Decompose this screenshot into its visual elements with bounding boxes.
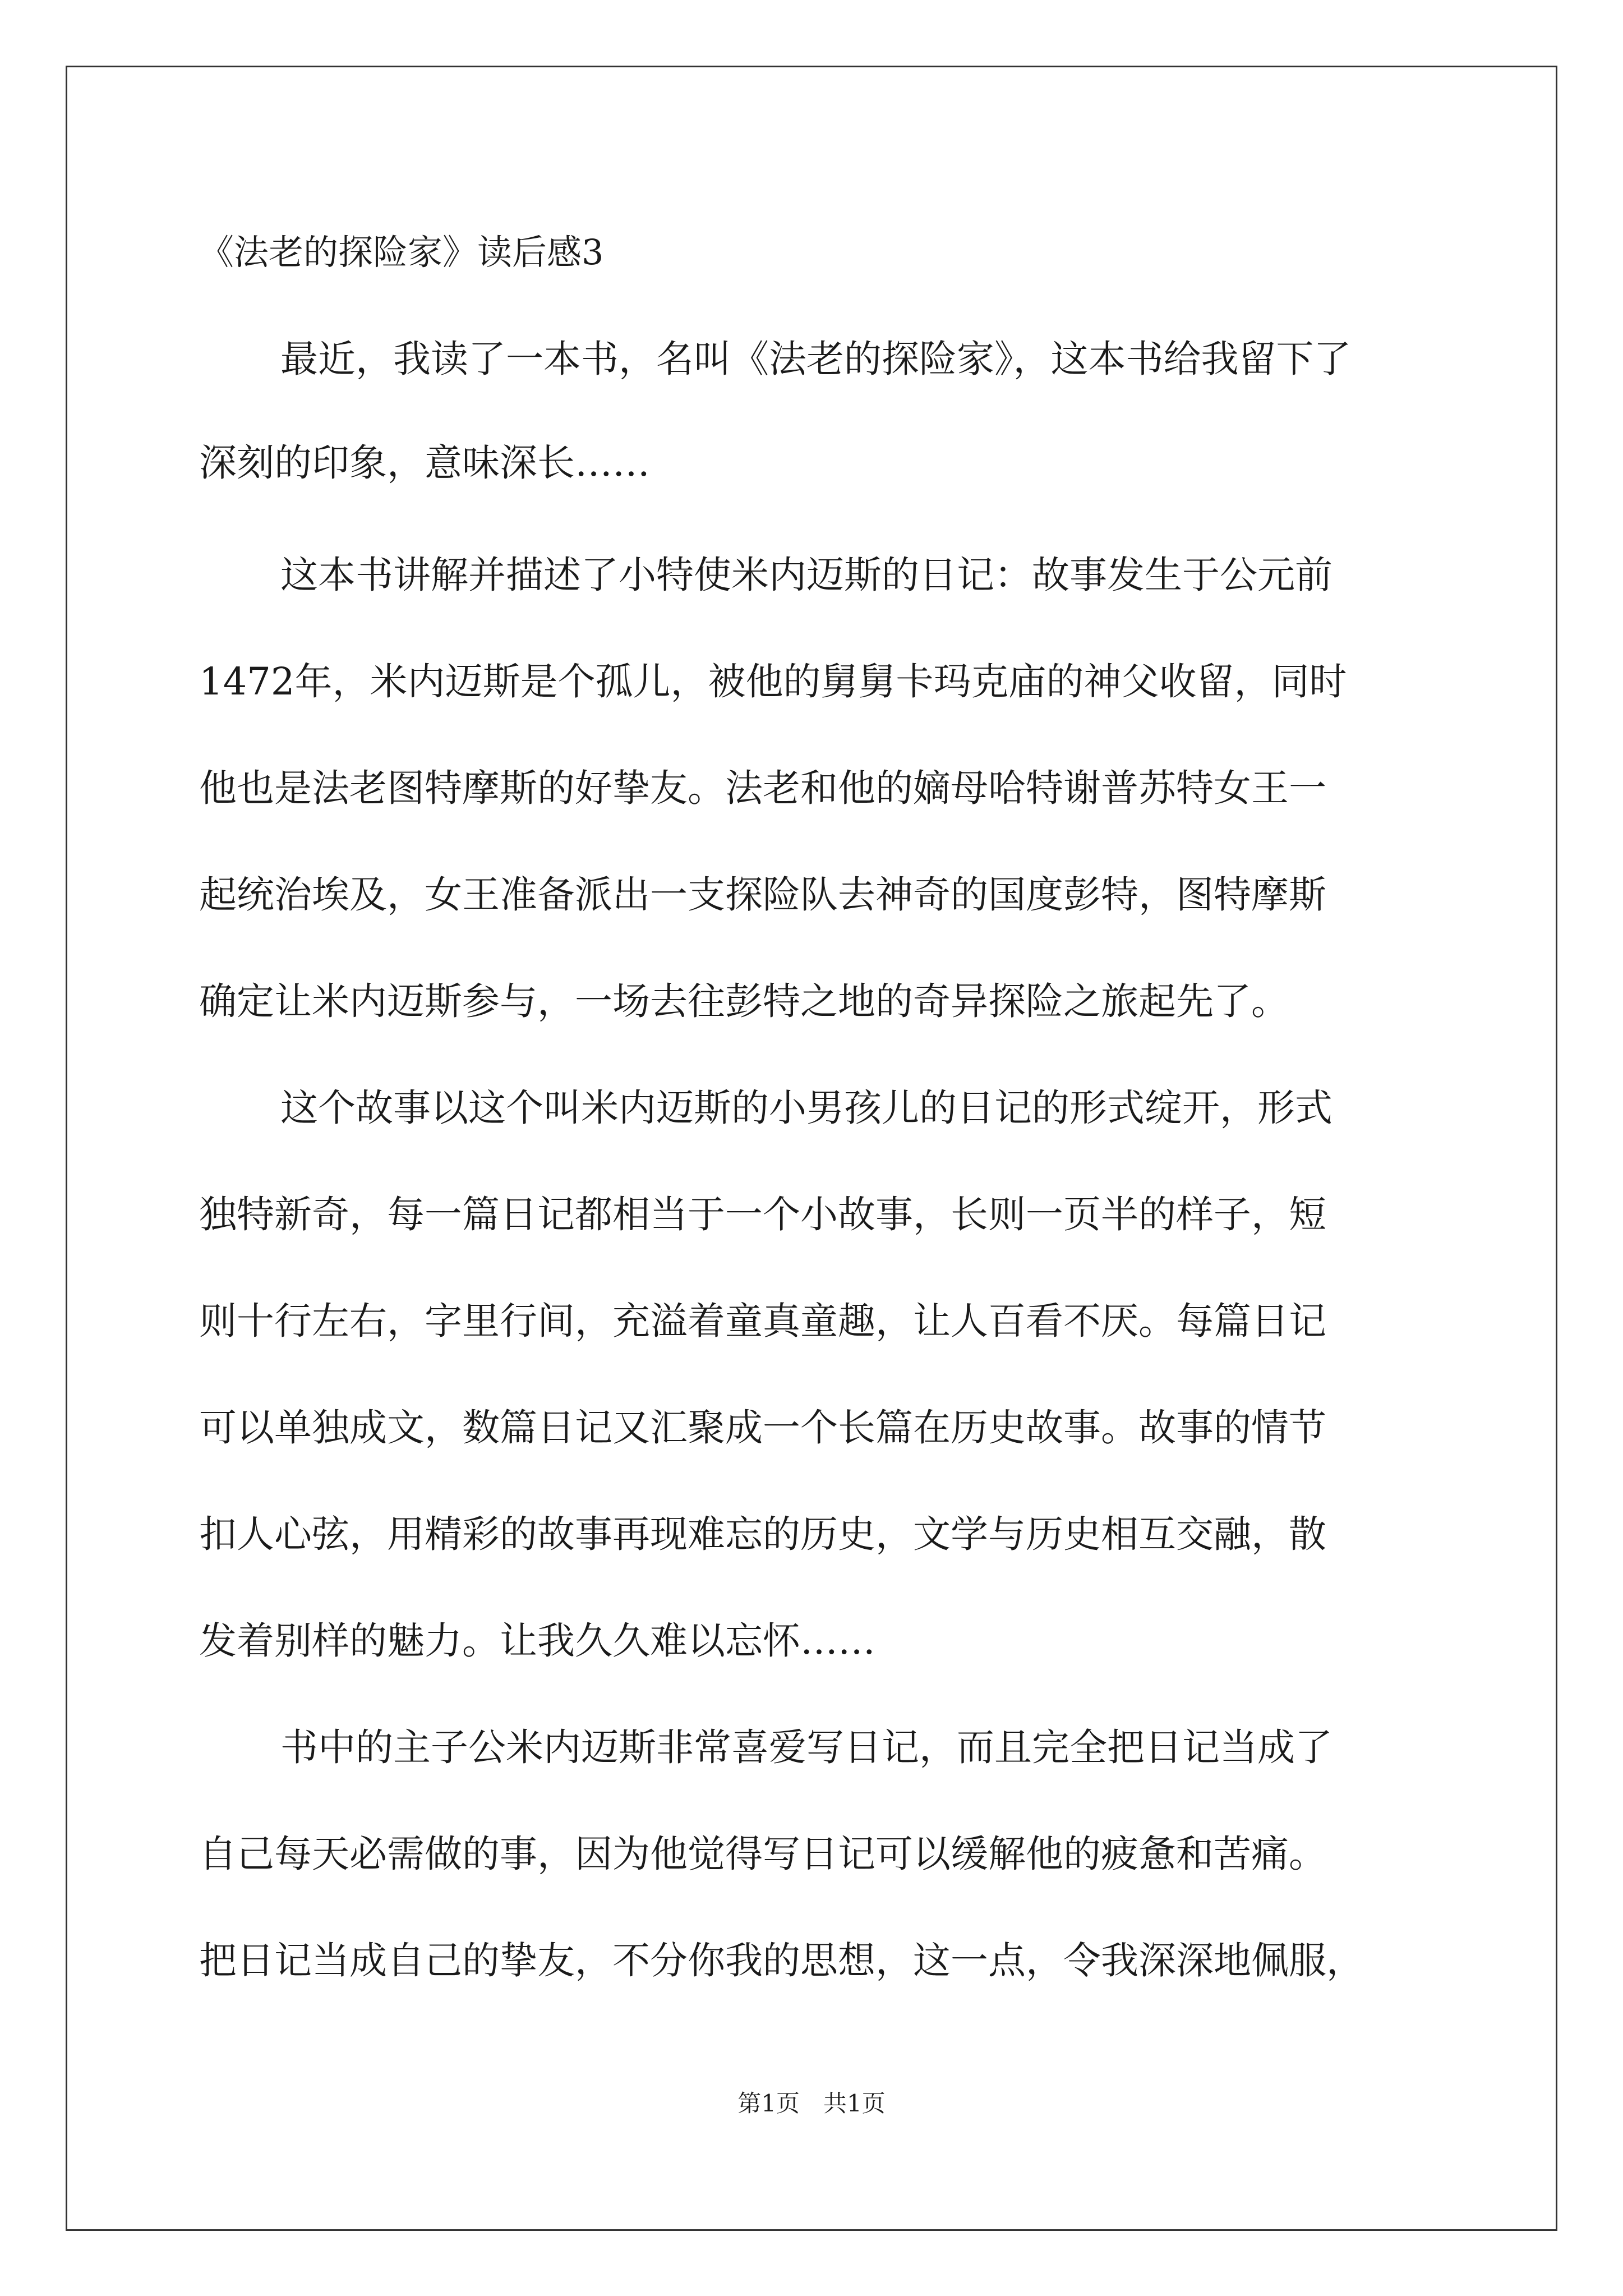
paragraph-line: 独特新奇，每一篇日记都相当于一个小故事，长则一页半的样子，短 — [199, 1193, 1326, 1236]
paragraph-line: 把日记当成自己的挚友，不分你我的思想，这一点，令我深深地佩服， — [199, 1939, 1364, 1982]
paragraph-line: 深刻的印象，意味深长…… — [199, 441, 650, 485]
paragraph-line: 1472年，米内迈斯是个孤儿，被他的舅舅卡玛克庙的神父收留，同时 — [199, 660, 1347, 703]
paragraph-line: 这个故事以这个叫米内迈斯的小男孩儿的日记的形式绽开，形式 — [280, 1086, 1332, 1130]
paragraph-line: 发着别样的魅力。让我久久难以忘怀…… — [199, 1619, 875, 1663]
paragraph-line: 书中的主子公米内迈斯非常喜爱写日记，而且完全把日记当成了 — [280, 1726, 1332, 1769]
paragraph-line: 最近，我读了一本书，名叫《法老的探险家》，这本书给我留下了 — [280, 337, 1352, 381]
paragraph-line: 起统治埃及，女王准备派出一支探险队去神奇的国度彭特，图特摩斯 — [199, 873, 1326, 917]
paragraph-line: 扣人心弦，用精彩的故事再现难忘的历史，文学与历史相互交融，散 — [199, 1512, 1326, 1556]
paragraph-line: 他也是法老图特摩斯的好挚友。法老和他的嫡母哈特谢普苏特女王一 — [199, 766, 1326, 810]
page-number-footer: 第1页 共1页 — [737, 2090, 886, 2117]
paragraph-line: 确定让米内迈斯参与，一场去往彭特之地的奇异探险之旅起先了。 — [199, 979, 1289, 1023]
page-border — [66, 66, 1557, 2231]
paragraph-line: 则十行左右，字里行间，充溢着童真童趣，让人百看不厌。每篇日记 — [199, 1299, 1326, 1343]
paragraph-line: 这本书讲解并描述了小特使米内迈斯的日记：故事发生于公元前 — [280, 553, 1332, 597]
paragraph-line: 自己每天必需做的事，因为他觉得写日记可以缓解他的疲惫和苦痛。 — [199, 1832, 1326, 1876]
document-title: 《法老的探险家》读后感3 — [199, 232, 604, 273]
paragraph-line: 可以单独成文，数篇日记又汇聚成一个长篇在历史故事。故事的情节 — [199, 1406, 1326, 1450]
